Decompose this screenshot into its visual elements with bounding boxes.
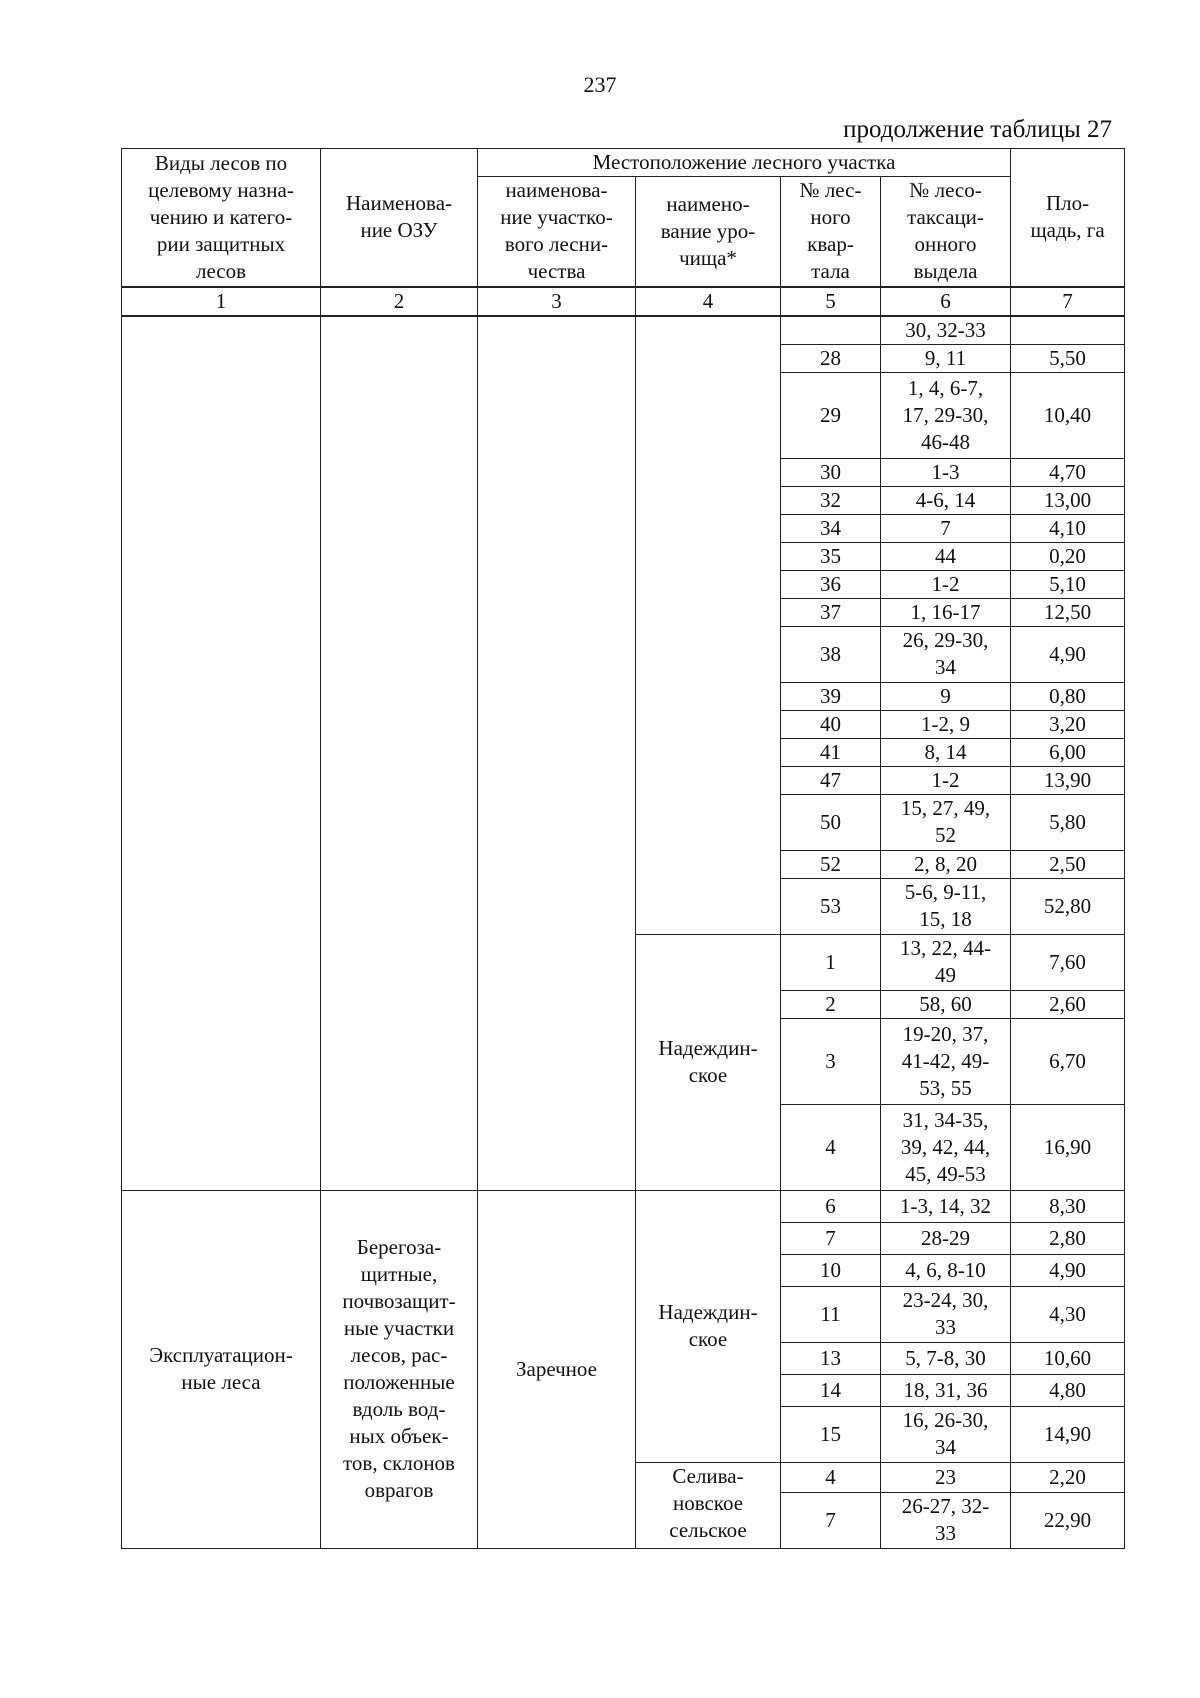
- tract-cell-empty: [636, 316, 781, 935]
- quarter-cell: 52: [781, 850, 881, 878]
- header-district: наименова- ние участко- вого лесни- чества: [478, 177, 636, 287]
- allotment-cell: 15, 27, 49, 52: [881, 794, 1011, 850]
- allotment-cell: 4-6, 14: [881, 486, 1011, 514]
- header-quarter: № лес- ного квар- тала: [781, 177, 881, 287]
- forest-type-cell: Эксплуатацион- ные леса: [122, 1190, 321, 1548]
- tract-cell: Селива- новское сельское: [636, 1462, 781, 1548]
- quarter-cell: 28: [781, 344, 881, 372]
- allotment-cell: 31, 34-35, 39, 42, 44, 45, 49-53: [881, 1104, 1011, 1190]
- header-area: Пло- щадь, га: [1011, 149, 1125, 287]
- allotment-cell: 9: [881, 682, 1011, 710]
- allotment-cell: 26-27, 32- 33: [881, 1492, 1011, 1548]
- quarter-cell: 40: [781, 710, 881, 738]
- quarter-cell: 14: [781, 1374, 881, 1406]
- allotment-cell: 5, 7-8, 30: [881, 1342, 1011, 1374]
- area-cell: 2,80: [1011, 1222, 1125, 1254]
- allotment-cell: 1-2: [881, 766, 1011, 794]
- allotment-cell: 9, 11: [881, 344, 1011, 372]
- quarter-cell: 11: [781, 1286, 881, 1342]
- allotment-cell: 1, 16-17: [881, 598, 1011, 626]
- area-cell: 10,40: [1011, 372, 1125, 458]
- page-number: 237: [583, 72, 617, 97]
- column-number: 7: [1011, 287, 1125, 316]
- area-cell: 2,60: [1011, 990, 1125, 1018]
- area-cell: [1011, 316, 1125, 345]
- allotment-cell: 13, 22, 44- 49: [881, 934, 1011, 990]
- allotment-cell: 30, 32-33: [881, 316, 1011, 345]
- table-continuation-caption: продолжение таблицы 27: [843, 116, 1112, 143]
- quarter-cell: 39: [781, 682, 881, 710]
- area-cell: 0,20: [1011, 542, 1125, 570]
- quarter-cell: 50: [781, 794, 881, 850]
- ozu-cell: Берегоза- щитные, почвозащит- ные участки лесов, рас- положенные вдоль вод- ных объек- тов, склонов оврагов: [321, 1190, 478, 1548]
- quarter-cell: 53: [781, 878, 881, 934]
- district-cell: Заречное: [478, 1190, 636, 1548]
- area-cell: 2,20: [1011, 1462, 1125, 1492]
- quarter-cell: 32: [781, 486, 881, 514]
- quarter-cell: 4: [781, 1462, 881, 1492]
- table-row: [122, 1190, 1125, 1222]
- area-cell: 13,90: [1011, 766, 1125, 794]
- quarter-cell: 37: [781, 598, 881, 626]
- allotment-cell: 44: [881, 542, 1011, 570]
- quarter-cell: 15: [781, 1406, 881, 1462]
- area-cell: 4,70: [1011, 458, 1125, 486]
- quarter-cell: 34: [781, 514, 881, 542]
- area-cell: 6,70: [1011, 1018, 1125, 1104]
- district-cell-empty: [478, 316, 636, 1191]
- quarter-cell: 41: [781, 738, 881, 766]
- allotment-cell: 1-3: [881, 458, 1011, 486]
- allotment-cell: 1-2, 9: [881, 710, 1011, 738]
- quarter-cell: [781, 316, 881, 345]
- header-tract: наимено- вание уро- чища*: [636, 177, 781, 287]
- quarter-cell: 29: [781, 372, 881, 458]
- allotment-cell: 18, 31, 36: [881, 1374, 1011, 1406]
- area-cell: 6,00: [1011, 738, 1125, 766]
- area-cell: 4,30: [1011, 1286, 1125, 1342]
- forest-type-cell-empty: [122, 316, 321, 1191]
- column-number: 1: [122, 287, 321, 316]
- area-cell: 0,80: [1011, 682, 1125, 710]
- area-cell: 2,50: [1011, 850, 1125, 878]
- tract-cell: Надеждин- ское: [636, 934, 781, 1190]
- quarter-cell: 4: [781, 1104, 881, 1190]
- column-number: 5: [781, 287, 881, 316]
- header-forest-type: Виды лесов по целевому назна- чению и катего- рии защитных лесов: [122, 149, 321, 287]
- area-cell: 5,10: [1011, 570, 1125, 598]
- quarter-cell: 35: [781, 542, 881, 570]
- allotment-cell: 2, 8, 20: [881, 850, 1011, 878]
- quarter-cell: 10: [781, 1254, 881, 1286]
- forest-plots-table: [121, 148, 1125, 1549]
- allotment-cell: 1-3, 14, 32: [881, 1190, 1011, 1222]
- allotment-cell: 19-20, 37, 41-42, 49- 53, 55: [881, 1018, 1011, 1104]
- header-allotment: № лесо- таксаци- онного выдела: [881, 177, 1011, 287]
- area-cell: 22,90: [1011, 1492, 1125, 1548]
- area-cell: 4,80: [1011, 1374, 1125, 1406]
- allotment-cell: 23: [881, 1462, 1011, 1492]
- tract-cell: Надеждин- ское: [636, 1190, 781, 1462]
- area-cell: 5,80: [1011, 794, 1125, 850]
- area-cell: 16,90: [1011, 1104, 1125, 1190]
- allotment-cell: 1, 4, 6-7, 17, 29-30, 46-48: [881, 372, 1011, 458]
- ozu-cell-empty: [321, 316, 478, 1191]
- column-number: 6: [881, 287, 1011, 316]
- area-cell: 7,60: [1011, 934, 1125, 990]
- allotment-cell: 7: [881, 514, 1011, 542]
- quarter-cell: 38: [781, 626, 881, 682]
- area-cell: 13,00: [1011, 486, 1125, 514]
- area-cell: 10,60: [1011, 1342, 1125, 1374]
- area-cell: 12,50: [1011, 598, 1125, 626]
- column-number: 4: [636, 287, 781, 316]
- quarter-cell: 7: [781, 1492, 881, 1548]
- quarter-cell: 6: [781, 1190, 881, 1222]
- area-cell: 4,90: [1011, 1254, 1125, 1286]
- header-ozu-name: Наименова- ние ОЗУ: [321, 149, 478, 287]
- quarter-cell: 3: [781, 1018, 881, 1104]
- allotment-cell: 26, 29-30, 34: [881, 626, 1011, 682]
- area-cell: 5,50: [1011, 344, 1125, 372]
- allotment-cell: 58, 60: [881, 990, 1011, 1018]
- area-cell: 8,30: [1011, 1190, 1125, 1222]
- allotment-cell: 8, 14: [881, 738, 1011, 766]
- column-number: 3: [478, 287, 636, 316]
- allotment-cell: 23-24, 30, 33: [881, 1286, 1011, 1342]
- quarter-cell: 47: [781, 766, 881, 794]
- area-cell: 3,20: [1011, 710, 1125, 738]
- quarter-cell: 7: [781, 1222, 881, 1254]
- quarter-cell: 2: [781, 990, 881, 1018]
- quarter-cell: 1: [781, 934, 881, 990]
- quarter-cell: 13: [781, 1342, 881, 1374]
- allotment-cell: 4, 6, 8-10: [881, 1254, 1011, 1286]
- area-cell: 4,90: [1011, 626, 1125, 682]
- quarter-cell: 30: [781, 458, 881, 486]
- allotment-cell: 28-29: [881, 1222, 1011, 1254]
- allotment-cell: 5-6, 9-11, 15, 18: [881, 878, 1011, 934]
- quarter-cell: 36: [781, 570, 881, 598]
- header-location-group: Местоположение лесного участка: [478, 149, 1011, 177]
- area-cell: 4,10: [1011, 514, 1125, 542]
- allotment-cell: 1-2: [881, 570, 1011, 598]
- area-cell: 14,90: [1011, 1406, 1125, 1462]
- column-number: 2: [321, 287, 478, 316]
- column-number-row: [122, 287, 1125, 316]
- area-cell: 52,80: [1011, 878, 1125, 934]
- table-row: [122, 316, 1125, 345]
- allotment-cell: 16, 26-30, 34: [881, 1406, 1011, 1462]
